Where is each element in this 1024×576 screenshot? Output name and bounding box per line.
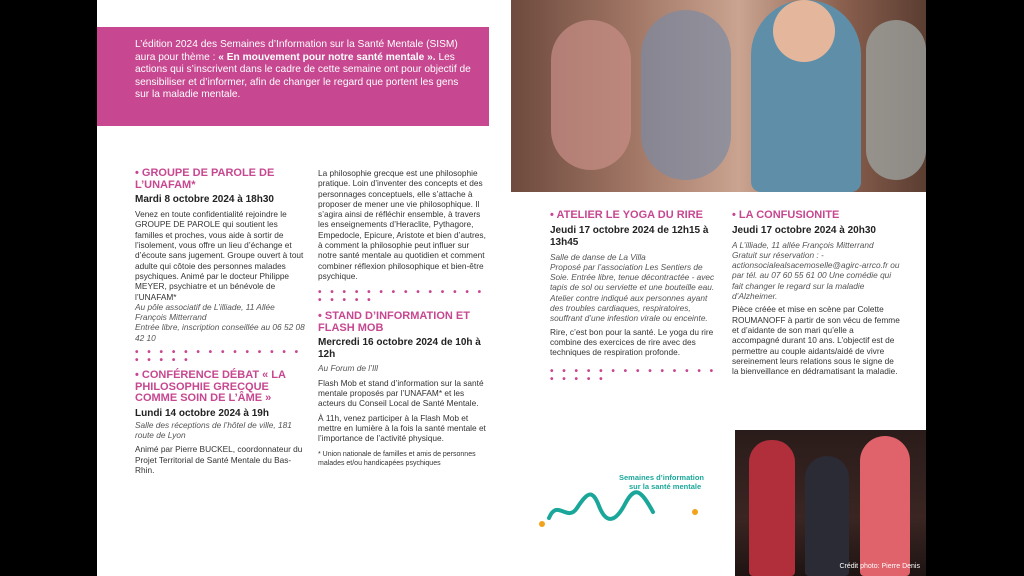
groupe-place: Au pôle associatif de L’illiade, 11 Allée François Mitterrand <box>135 301 275 323</box>
photo-face <box>773 0 835 62</box>
yoga-title: • ATELIER LE YOGA DU RIRE <box>550 209 703 221</box>
stand-date: Mercredi 16 octobre 2024 de 10h à 12h <box>318 337 481 361</box>
photo-figure <box>749 440 795 576</box>
sism-logo <box>537 468 707 530</box>
photo-figure <box>860 436 910 576</box>
confusionite-place: A L’illiade, 11 allée François Mitterrand <box>732 239 874 250</box>
logo-tagline-1: Semaines d’information <box>619 473 705 482</box>
conference-date: Lundi 14 octobre 2024 à 19h <box>135 407 269 419</box>
confusionite-title: • LA CONFUSIONITE <box>732 209 840 221</box>
dots-divider: • • • • • • • • • • • • • • • • • • • <box>318 287 485 307</box>
photo-figure <box>866 20 926 180</box>
yoga-body: Rire, c’est bon pour la santé. Le yoga du rire combine des exercices de rire avec des techniques de respiration profonde. <box>550 326 714 358</box>
column-left <box>135 168 305 475</box>
yoga-info: Proposé par l’association Les Sentiers de Soie. Entrée libre, tenue décontractée - avec tapis de sol ou serviette et une bouteille eau. Atelier contre indiqué aux personnes ayant des troubles cardiaques, respiratoires, souffrant d’une infestion virale ou enceinte. <box>550 261 715 324</box>
confusionite-date: Jeudi 17 octobre 2024 à 20h30 <box>732 224 876 236</box>
intro-box <box>97 27 489 126</box>
conference-body: Animé par Pierre BUCKEL, coordonnateur du Projet Territorial de Santé Mentale du Bas-Rhin. <box>135 444 303 476</box>
logo-tagline-2: sur la santé mentale <box>629 482 702 491</box>
groupe-info: Entrée libre, inscription conseillée au 06 52 08 42 10 <box>135 322 305 343</box>
groupe-body: Venez en toute confidentialité rejoindre le GROUPE DE PAROLE qui soutient les familles et proches, vous aide à sortir de l’isolement, vous offre un lieu d’échange et d’écoute sans jugement. Groupe ouvert à tout adulte qui côtoie des personnes malades psychiques. Animé par le docteur Philippe MEYER, psychiatre et un bénévole de l’UNAFAM* <box>135 209 304 302</box>
yoga-place: Salle de danse de La Villa <box>550 251 646 262</box>
photo-figure <box>551 20 631 170</box>
theatre-photo <box>735 430 926 576</box>
philo-body: La philosophie grecque est une philosophie pratique. Loin d’inventer des concepts et des personnages conceptuels, elle s’attache à proposer de mener une vie philosophique. Il s’agira ainsi de réfléchir ensemble, à travers les enseignements d’Heraclite, Pythagore, Empedocle, Epicure, Aristote et bien d’autres, à comment la philosophie peut influer sur notre santé mentale au quotidien et comment combiner réflexion philosophique et bien-être psychique. <box>318 168 486 281</box>
brochure-page <box>97 0 926 576</box>
conference-title: • CONFÉRENCE DÉBAT « LA PHILOSOPHIE GRECQUE COMME SOIN DE L’ÂME » <box>135 369 286 405</box>
stand-title: • STAND D’INFORMATION ET FLASH MOB <box>318 310 470 334</box>
stand-footnote: * Union nationale de familles et amis de personnes malades et/ou handicapées psychiques <box>318 450 476 467</box>
dots-divider: • • • • • • • • • • • • • • • • • • • <box>135 347 302 367</box>
conference-place: Salle des réceptions de l’hôtel de ville, 181 route de Lyon <box>135 419 292 441</box>
stand-body-2: À 11h, venez participer à la Flash Mob et mettre en lumière à la fois la santé mentale et l’importance de l’activité physique. <box>318 412 486 444</box>
sism-logo-icon <box>537 468 707 530</box>
confusionite-body: Pièce créée et mise en scène par Colette ROUMANOFF à partir de son vécu de femme et d’aidante de son mari qu’elle a accompagné durant 10 ans. L’objectif est de permettre au couple aidants/aidé de vivre sereinement leurs relations sous le signe de la bienveillance en dédramatisant la maladie. <box>732 304 900 377</box>
stand-place: Au Forum de l’Ill <box>318 363 378 374</box>
dots-divider: • • • • • • • • • • • • • • • • • • • <box>550 365 717 385</box>
yoga-photo <box>511 0 926 192</box>
column-confusionite <box>732 210 902 376</box>
intro-theme: « En mouvement pour notre santé mentale ». <box>218 51 436 63</box>
column-middle <box>318 168 490 468</box>
intro-text-1: L’édition 2024 des Semaines d’Information sur la Santé Mentale (SISM) aura pour thème : <box>135 39 458 63</box>
column-yoga <box>550 210 718 384</box>
photo-credit: Crédit photo: Pierre Denis <box>839 563 920 570</box>
intro-text-2: Les actions qui s’inscrivent dans le cadre de cette semaine ont pour objectif de sensibiliser et d’informer, afin de changer le regard que portent les gens sur la maladie mentale. <box>135 51 471 101</box>
confusionite-info: Gratuit sur réservation : - actionsocialealsacemoselle@agirc-arrco.fr ou par tél. au 07 60 55 61 00 Une comédie qui fait changer le regard sur la maladie d’Alzheimer. <box>732 249 900 302</box>
stand-body-1: Flash Mob et stand d’information sur la santé mentale proposés par l’UNAFAM* et les acteurs du Conseil Local de Santé Mentale. <box>318 377 484 409</box>
yoga-date: Jeudi 17 octobre 2024 de 12h15 à 13h45 <box>550 224 709 248</box>
groupe-date: Mardi 8 octobre 2024 à 18h30 <box>135 194 274 206</box>
photo-figure <box>805 456 849 576</box>
groupe-title: • GROUPE DE PAROLE DE L’UNAFAM* <box>135 167 275 191</box>
photo-figure <box>641 10 731 180</box>
